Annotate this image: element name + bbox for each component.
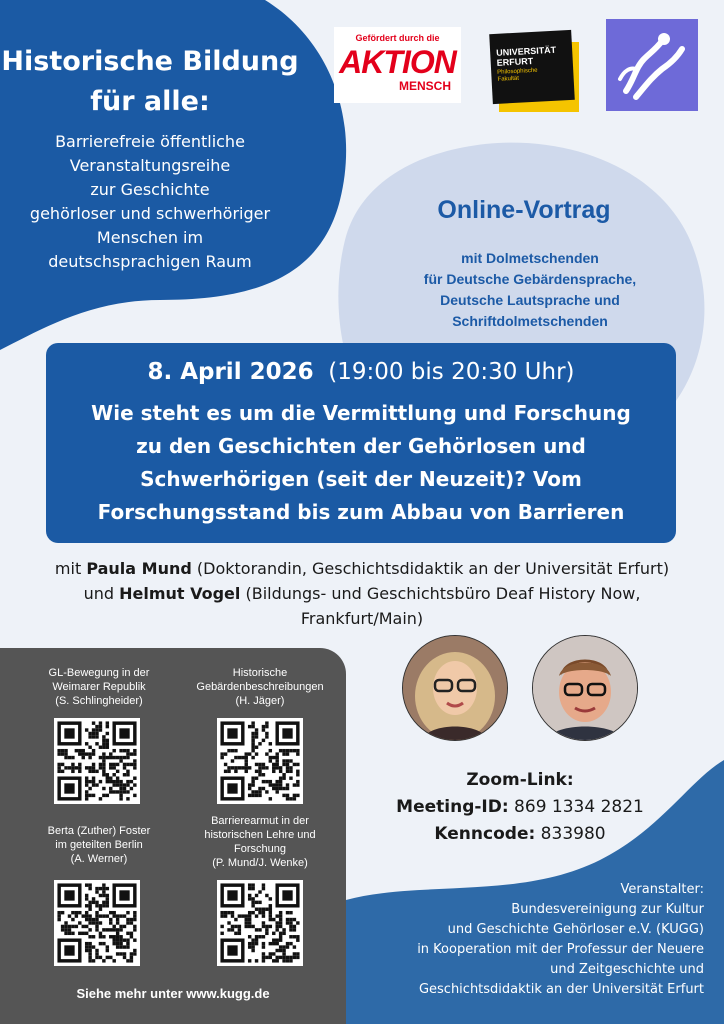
- online-title: Online-Vortrag: [437, 196, 611, 224]
- hands-icon: [606, 19, 698, 111]
- uni-erfurt-logo: UNIVERSITÄT ERFURT Philosophische Fakultät: [491, 32, 577, 108]
- qr-label-1: GL-Bewegung in der Weimarer Republik (S. Schlingheider): [48, 667, 150, 707]
- event-title: Wie steht es um die Vermittlung und Forschung zu den Geschichten der Gehörlosen und Schwerhörigen (seit der Neuzeit)? Vom Forschungsstand bis zum Abbau von Barrieren: [91, 401, 631, 524]
- avatar-helmut-vogel: [532, 635, 638, 741]
- aktion-mensch-logo: Gefördert durch die AKTION MENSCH: [334, 27, 461, 103]
- qr-code-4[interactable]: [217, 880, 303, 966]
- more-link[interactable]: Siehe mehr unter www.kugg.de: [76, 986, 270, 1001]
- qr-label-4: Barrierearmut in der historischen Lehre und Forschung (P. Mund/J. Wenke): [204, 815, 316, 869]
- qr-code-2[interactable]: [217, 718, 303, 804]
- qr-label-3: Berta (Zuther) Foster im geteilten Berlin (A. Werner): [47, 825, 151, 865]
- qr-label-2: Historische Gebärdenbeschreibungen (H. Jäger): [196, 667, 324, 707]
- qr-code-1[interactable]: [54, 718, 140, 804]
- online-interpreters: mit Dolmetschenden für Deutsche Gebärdensprache, Deutsche Lautsprache und Schriftdolmetschenden: [423, 250, 637, 329]
- event-banner: [46, 343, 676, 543]
- series-title: Historische Bildung für alle:: [1, 46, 299, 117]
- event-date: 8. April 2026 (19:00 bis 20:30 Uhr): [147, 359, 575, 385]
- speakers-text: mit Paula Mund (Doktorandin, Geschichtsdidaktik an der Universität Erfurt) und Helmut Vogel (Bildungs- und Geschichtsbüro Deaf History Now, Frankfurt/Main): [54, 559, 670, 628]
- organizer-text: Veranstalter: Bundesvereinigung zur Kultur und Geschichte Gehörloser e.V. (KUGG) in Kooperation mit der Professur der Neuere und Zeitgeschichte und Geschichtsdidaktik an der Universität Erfurt: [417, 882, 704, 997]
- series-subtitle: Barrierefreie öffentliche Veranstaltungsreihe zur Geschichte gehörloser und schwerhöriger Menschen im deutschsprachigen Raum: [29, 132, 271, 271]
- zoom-info: Zoom-Link: Meeting-ID: 869 1334 2821 Kenncode: 833980: [396, 770, 644, 844]
- avatar-paula-mund: [402, 635, 508, 741]
- qr-panel: [0, 648, 346, 1024]
- qr-code-3[interactable]: [54, 880, 140, 966]
